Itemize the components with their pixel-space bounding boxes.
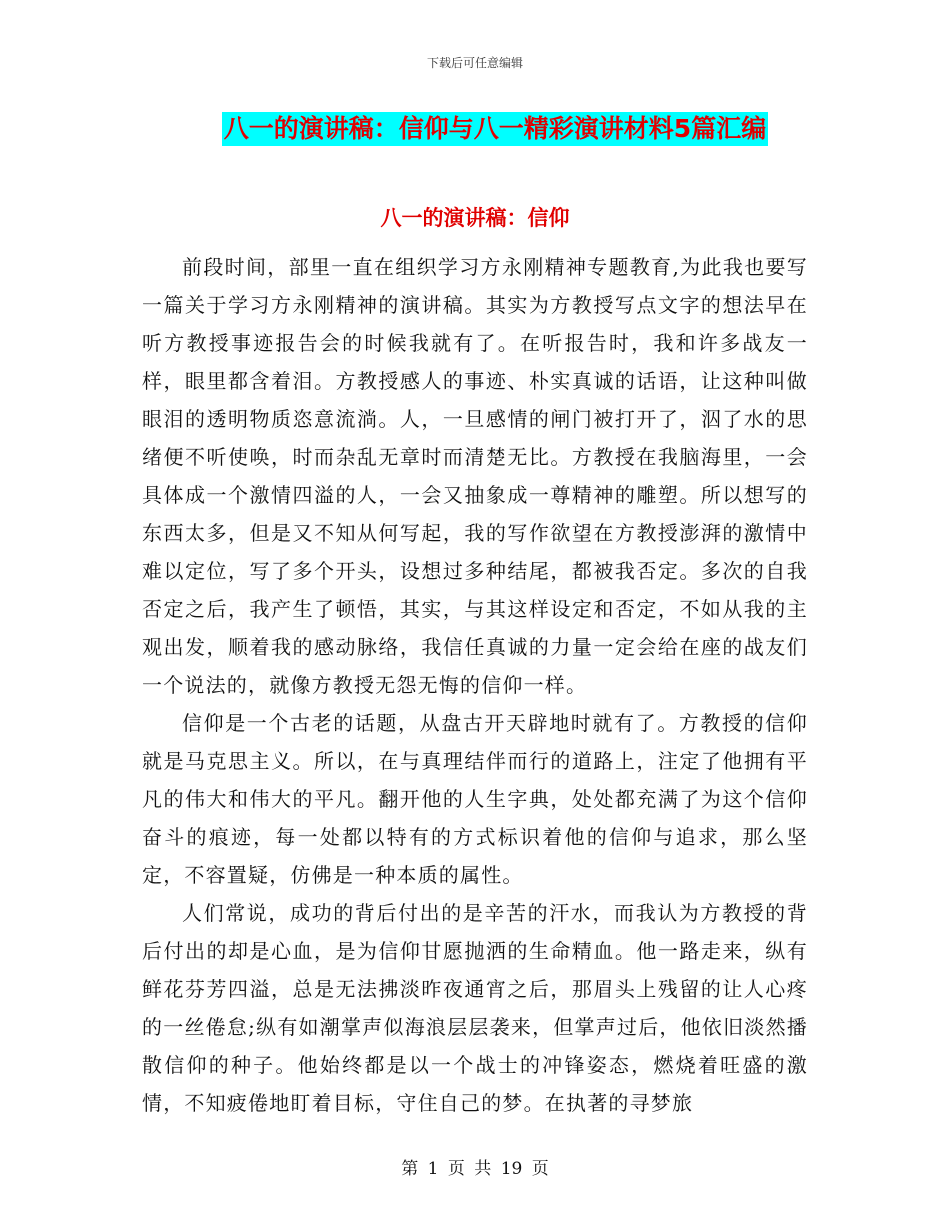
header-note: 下载后可任意编辑 (426, 56, 523, 70)
paragraph: 信仰是一个古老的话题，从盘古开天辟地时就有了。方教授的信仰就是马克思主义。所以，在与真理结伴而行的道路上，注定了他拥有平凡的伟大和伟大的平凡。翻开他的人生字典，处处都充满了为这个信仰奋斗的痕迹，每一处都以特有的方式标识着他的信仰与追求，那么坚定，不容置疑，仿佛是一种本质的属性。 (142, 711, 808, 887)
paragraph: 前段时间，部里一直在组织学习方永刚精神专题教育,为此我也要写一篇关于学习方永刚精神的演讲稿。其实为方教授写点文字的想法早在听方教授事迹报告会的时候我就有了。在听报告时，我和许多战友一样，眼里都含着泪。方教授感人的事迹、朴实真诚的话语，让这种叫做眼泪的透明物质恣意流淌。人，一旦感情的闸门被打开了，泅了水的思绪便不听使唤，时而杂乱无章时而清楚无比。方教授在我脑海里，一会具体成一个激情四溢的人，一会又抽象成一尊精神的雕塑。所以想写的东西太多，但是又不知从何写起，我的写作欲望在方教授澎湃的激情中难以定位，写了多个开头，设想过多种结尾，都被我否定。多次的自我否定之后，我产生了顿悟，其实，与其这样设定和否定，不如从我的主观出发，顺着我的感动脉络，我信任真诚的力量一定会给在座的战友们一个说法的，就像方教授无怨无悔的信仰一样。 (142, 255, 808, 697)
page-number-footer: 第 1 页 共 19 页 (401, 1159, 549, 1179)
section-title: 八一的演讲稿：信仰 (380, 206, 570, 230)
document-title: 八一的演讲稿：信仰与八一精彩演讲材料5篇汇编 (222, 112, 768, 146)
paragraph: 人们常说，成功的背后付出的是辛苦的汗水，而我认为方教授的背后付出的却是心血，是为信仰甘愿抛洒的生命精血。他一路走来，纵有鲜花芬芳四溢，总是无法拂淡昨夜通宵之后，那眉头上残留的让人心疼的一丝倦怠;纵有如潮掌声似海浪层层袭来，但掌声过后，他依旧淡然播散信仰的种子。他始终都是以一个战士的冲锋姿态，燃烧着旺盛的激情，不知疲倦地盯着目标，守住自己的梦。在执著的寻梦旅 (142, 901, 808, 1115)
document-title-container (0, 112, 950, 146)
document-body (142, 248, 808, 1122)
